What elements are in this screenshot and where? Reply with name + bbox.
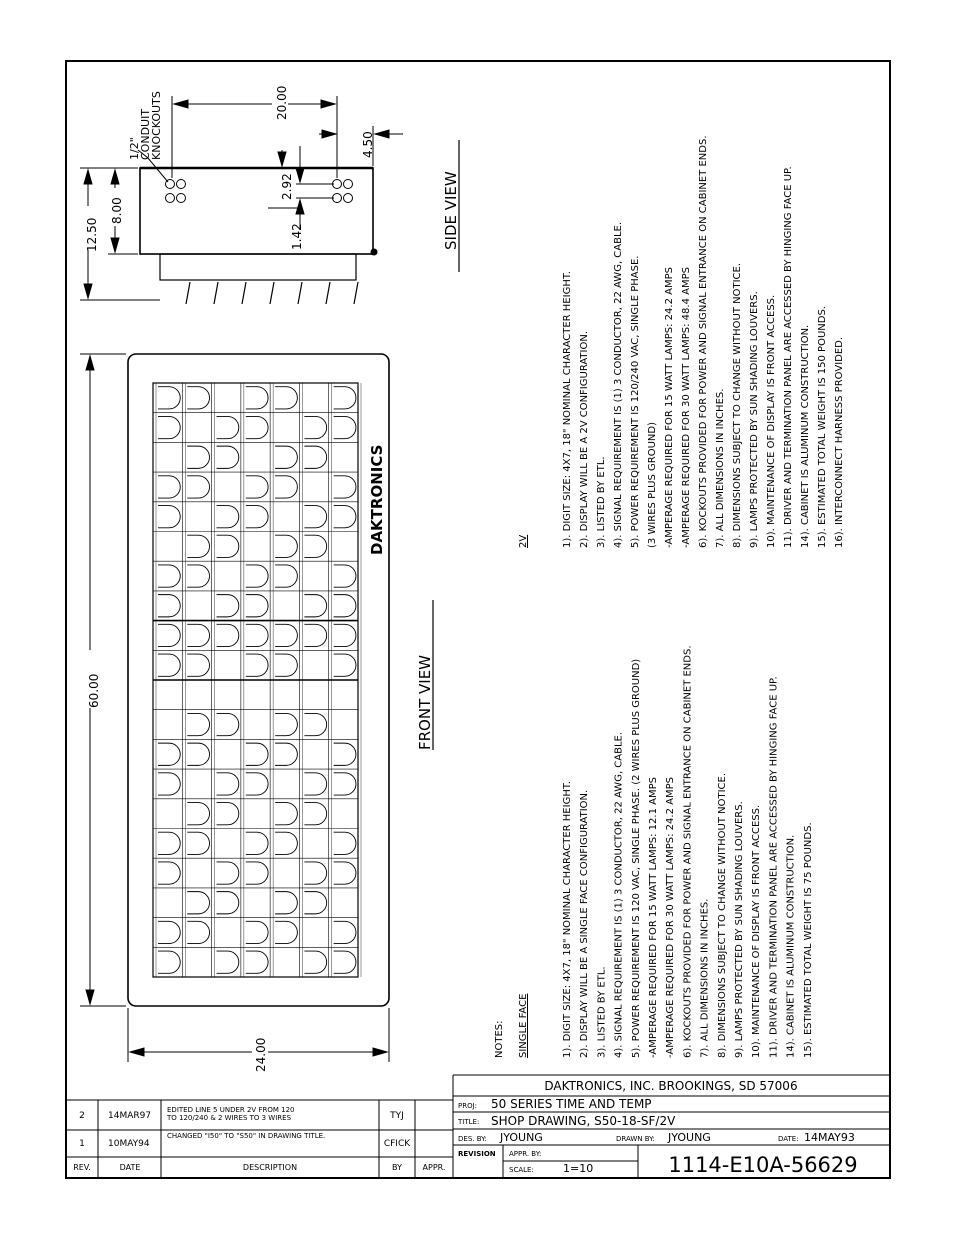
note-line: 11). DRIVER AND TERMINATION PANEL ARE ACCESSED BY HINGING FACE UP. — [768, 676, 780, 1058]
notes-heading: NOTES: — [494, 1020, 505, 1058]
lamp — [334, 387, 356, 409]
revision-header: REV. — [73, 1163, 91, 1172]
lamp — [187, 565, 209, 587]
lamp — [275, 476, 297, 498]
lamp — [304, 416, 326, 438]
lamp — [246, 476, 268, 498]
note-line: 4). SIGNAL REQUIREMENT IS (1) 3 CONDUCTOR, 22 AWG, CABLE. — [613, 221, 624, 548]
lamp — [334, 921, 356, 943]
lamp — [334, 773, 356, 795]
lamp — [158, 387, 180, 409]
note-line: 2). DISPLAY WILL BE A 2V CONFIGURATION. — [579, 330, 590, 548]
brand-logo: DAKTRONICS — [368, 444, 386, 555]
note-line: 11). DRIVER AND TERMINATION PANEL ARE ACCESSED BY HINGING FACE UP. — [783, 166, 794, 548]
des-by: JYOUNG — [500, 1131, 543, 1144]
title-label: TITLE: — [458, 1118, 480, 1126]
lamp — [187, 387, 209, 409]
lamp — [334, 506, 356, 528]
lamp — [187, 654, 209, 676]
note-line: 1). DIGIT SIZE: 4X7, 18" NOMINAL CHARACTER HEIGHT. — [562, 781, 573, 1058]
note-line: 15). ESTIMATED TOTAL WEIGHT IS 75 POUNDS. — [802, 822, 814, 1058]
lamp — [187, 803, 209, 825]
lamp — [334, 832, 356, 854]
note-line: 1). DIGIT SIZE: 4X7, 18" NOMINAL CHARACTER HEIGHT. — [562, 271, 573, 548]
side-cabinet — [140, 168, 373, 254]
lamp — [246, 743, 268, 765]
note-line: 6). KOCKOUTS PROVIDED FOR POWER AND SIGNAL ENTRANCE ON CABINET ENDS. — [682, 645, 694, 1058]
lamp — [246, 773, 268, 795]
louver-blade — [270, 282, 274, 304]
note-line: -AMPERAGE REQUIRED FOR 15 WATT LAMPS: 24.2 AMPS — [664, 267, 675, 548]
louver-blade — [186, 282, 190, 304]
lamp — [158, 506, 180, 528]
side-louver-base — [160, 254, 356, 280]
drawing-title: SHOP DRAWING, S50-18-SF/2V — [491, 1114, 676, 1128]
lamp — [334, 476, 356, 498]
dim-depth-cabinet: 8.00 — [110, 197, 124, 224]
note-line: 15). ESTIMATED TOTAL WEIGHT IS 150 POUNDS. — [817, 306, 828, 548]
revision-description: CHANGED "I50" TO "S50" IN DRAWING TITLE. — [167, 1132, 326, 1140]
date-label: DATE: — [778, 1135, 799, 1143]
note-line: 4). SIGNAL REQUIREMENT IS (1) 3 CONDUCTOR, 22 AWG, CABLE. — [613, 731, 625, 1058]
note-line: 14). CABINET IS ALUMINUM CONSTRUCTION. — [785, 834, 797, 1058]
note-line: 8). DIMENSIONS SUBJECT TO CHANGE WITHOUT NOTICE. — [716, 773, 728, 1058]
lamp — [158, 476, 180, 498]
lamp — [334, 416, 356, 438]
lamp — [275, 624, 297, 646]
side-dimensions — [80, 96, 403, 300]
dim-knockout-vertical: 2.92 — [280, 173, 294, 200]
lamp — [217, 951, 239, 973]
dim-knockout-offset: 4.50 — [361, 131, 375, 158]
lamp — [246, 595, 268, 617]
lamp — [217, 446, 239, 468]
louver-blade — [242, 282, 246, 304]
lamp — [217, 624, 239, 646]
lamp — [246, 506, 268, 528]
lamp — [275, 535, 297, 557]
revision-header: BY — [392, 1163, 402, 1172]
proj-label: PROJ: — [458, 1102, 478, 1110]
scale-value: 1=10 — [563, 1162, 594, 1175]
appr-by-label: APPR. BY: — [509, 1150, 542, 1158]
lamp — [217, 535, 239, 557]
lamp — [187, 832, 209, 854]
notes-single-face — [562, 645, 814, 1058]
note-line: 7). ALL DIMENSIONS IN INCHES. — [699, 898, 711, 1058]
lamp — [246, 416, 268, 438]
side-view — [138, 150, 377, 304]
lamp — [246, 862, 268, 884]
note-line: 6). KOCKOUTS PROVIDED FOR POWER AND SIGNAL ENTRANCE ON CABINET ENDS. — [698, 135, 709, 548]
lamp — [275, 446, 297, 468]
lamp — [217, 506, 239, 528]
lamp — [187, 713, 209, 735]
lamp — [187, 743, 209, 765]
lamp — [304, 951, 326, 973]
lamp — [187, 624, 209, 646]
louver-blade — [214, 282, 218, 304]
note-line: 8). DIMENSIONS SUBJECT TO CHANGE WITHOUT NOTICE. — [732, 263, 743, 548]
lamp — [334, 565, 356, 587]
des-by-label: DES. BY: — [458, 1135, 487, 1143]
lamp — [334, 743, 356, 765]
lamp — [187, 535, 209, 557]
note-line: 14). CABINET IS ALUMINUM CONSTRUCTION. — [800, 324, 811, 548]
lamp — [217, 892, 239, 914]
revision-header: APPR. — [422, 1163, 446, 1172]
lamp — [275, 803, 297, 825]
revision-number: 2 — [79, 1111, 85, 1121]
front-view — [128, 354, 389, 1006]
note-line: 2). DISPLAY WILL BE A SINGLE FACE CONFIGURATION. — [579, 789, 591, 1058]
revision-header: DATE — [119, 1163, 141, 1172]
lamp — [187, 921, 209, 943]
note-line: -AMPERAGE REQUIRED FOR 30 WATT LAMPS: 48.4 AMPS — [681, 267, 692, 548]
lamp — [246, 624, 268, 646]
revision-by: TYJ — [390, 1111, 404, 1121]
revision-by: CFICK — [383, 1139, 411, 1149]
lamp — [334, 595, 356, 617]
lamp — [275, 832, 297, 854]
note-line: 5). POWER REQUIREMENT IS 120 VAC, SINGLE PHASE. (2 WIRES PLUS GROUND) — [630, 658, 642, 1058]
lamp — [275, 713, 297, 735]
dim-knockout-spacing: 20.00 — [275, 85, 289, 120]
lamp — [158, 773, 180, 795]
single-face-heading: SINGLE FACE — [518, 993, 529, 1058]
lamp — [304, 803, 326, 825]
revision-text — [73, 1106, 445, 1172]
note-line: 10). MAINTENANCE OF DISPLAY IS FRONT ACCESS. — [766, 294, 777, 548]
scale-label: SCALE: — [509, 1166, 534, 1174]
note-line: 9). LAMPS PROTECTED BY SUN SHADING LOUVERS. — [734, 801, 745, 1058]
front-view-label: FRONT VIEW — [416, 654, 434, 750]
lamp — [217, 803, 239, 825]
lamp — [334, 624, 356, 646]
louver-blade — [354, 282, 358, 304]
lamp — [246, 832, 268, 854]
lamp — [158, 595, 180, 617]
louver-blade — [298, 282, 302, 304]
lamp — [304, 624, 326, 646]
lamp-grid — [153, 383, 361, 977]
lamp — [217, 595, 239, 617]
company-line: DAKTRONICS, INC. BROOKINGS, SD 57006 — [544, 1079, 798, 1093]
lamp — [275, 565, 297, 587]
lamp — [158, 654, 180, 676]
revision-date: 14MAR97 — [108, 1111, 152, 1121]
lamp — [246, 387, 268, 409]
lamp — [158, 416, 180, 438]
lamp — [334, 951, 356, 973]
two-v-heading: 2V — [518, 534, 529, 548]
drawing-date: 14MAY93 — [804, 1131, 855, 1144]
note-line: 10). MAINTENANCE OF DISPLAY IS FRONT ACCESS. — [751, 804, 763, 1058]
dim-height: 60.00 — [87, 673, 101, 708]
lamp — [158, 624, 180, 646]
lamp — [275, 743, 297, 765]
revision-label: REVISION — [458, 1150, 496, 1158]
lamp — [304, 506, 326, 528]
lamp — [304, 862, 326, 884]
note-line: -AMPERAGE REQUIRED FOR 15 WATT LAMPS: 12.1 AMPS — [648, 777, 659, 1058]
lamp — [158, 743, 180, 765]
revision-description: EDITED LINE 5 UNDER 2V FROM 120 — [167, 1106, 295, 1114]
drawn-by: JYOUNG — [668, 1131, 711, 1144]
lamp — [304, 535, 326, 557]
lamp — [158, 862, 180, 884]
dim-depth-total: 12.50 — [85, 217, 99, 252]
lamp — [158, 565, 180, 587]
lamp — [275, 921, 297, 943]
lamp — [275, 892, 297, 914]
notes-2v — [562, 135, 845, 548]
lamp — [217, 773, 239, 795]
note-line: 3). LISTED BY ETL. — [596, 966, 608, 1058]
dim-knockout-bottom: 1.42 — [290, 223, 304, 250]
lamp — [246, 654, 268, 676]
revision-description: TO 120/240 & 2 WIRES TO 3 WIRES — [167, 1114, 292, 1122]
sheet-border — [66, 61, 890, 1178]
knockout-callout: 1/2" CONDUIT KNOCKOUTS — [128, 91, 163, 160]
lamp — [334, 862, 356, 884]
lamp — [217, 862, 239, 884]
note-line: 9). LAMPS PROTECTED BY SUN SHADING LOUVERS. — [749, 291, 760, 548]
lamp — [217, 713, 239, 735]
revision-number: 1 — [79, 1139, 85, 1149]
note-line: 3). LISTED BY ETL. — [596, 456, 607, 548]
lamp — [187, 892, 209, 914]
side-view-label: SIDE VIEW — [442, 171, 460, 250]
lamp — [246, 921, 268, 943]
lamp — [304, 892, 326, 914]
lamp — [187, 446, 209, 468]
note-line: 5). POWER REQUIREMENT IS 120/240 VAC, SINGLE PHASE. — [630, 255, 641, 548]
revision-header: DESCRIPTION — [242, 1163, 298, 1172]
lamp — [304, 713, 326, 735]
lamp — [246, 565, 268, 587]
lamp — [158, 921, 180, 943]
lamp — [304, 773, 326, 795]
lamp — [275, 387, 297, 409]
drawn-by-label: DRAWN BY: — [616, 1135, 655, 1143]
revision-date: 10MAY94 — [108, 1139, 150, 1149]
project-name: 50 SERIES TIME AND TEMP — [491, 1097, 652, 1111]
note-line: 7). ALL DIMENSIONS IN INCHES. — [715, 388, 726, 548]
note-line: (3 WIRES PLUS GROUND) — [647, 422, 658, 548]
lamp — [158, 951, 180, 973]
lamp — [246, 951, 268, 973]
lamp — [187, 476, 209, 498]
note-line: -AMPERAGE REQUIRED FOR 30 WATT LAMPS: 24.2 AMPS — [665, 777, 677, 1058]
lamp — [334, 654, 356, 676]
lamp — [217, 416, 239, 438]
lamp — [304, 595, 326, 617]
note-line: 16). INTERCONNECT HARNESS PROVIDED. — [834, 336, 845, 548]
front-dimensions — [80, 354, 389, 1062]
drawing-number: 1114-E10A-56629 — [668, 1153, 858, 1177]
lamp — [304, 446, 326, 468]
lamp — [275, 654, 297, 676]
louver-blade — [326, 282, 330, 304]
dim-width: 24.00 — [254, 1037, 268, 1072]
lamp — [158, 832, 180, 854]
